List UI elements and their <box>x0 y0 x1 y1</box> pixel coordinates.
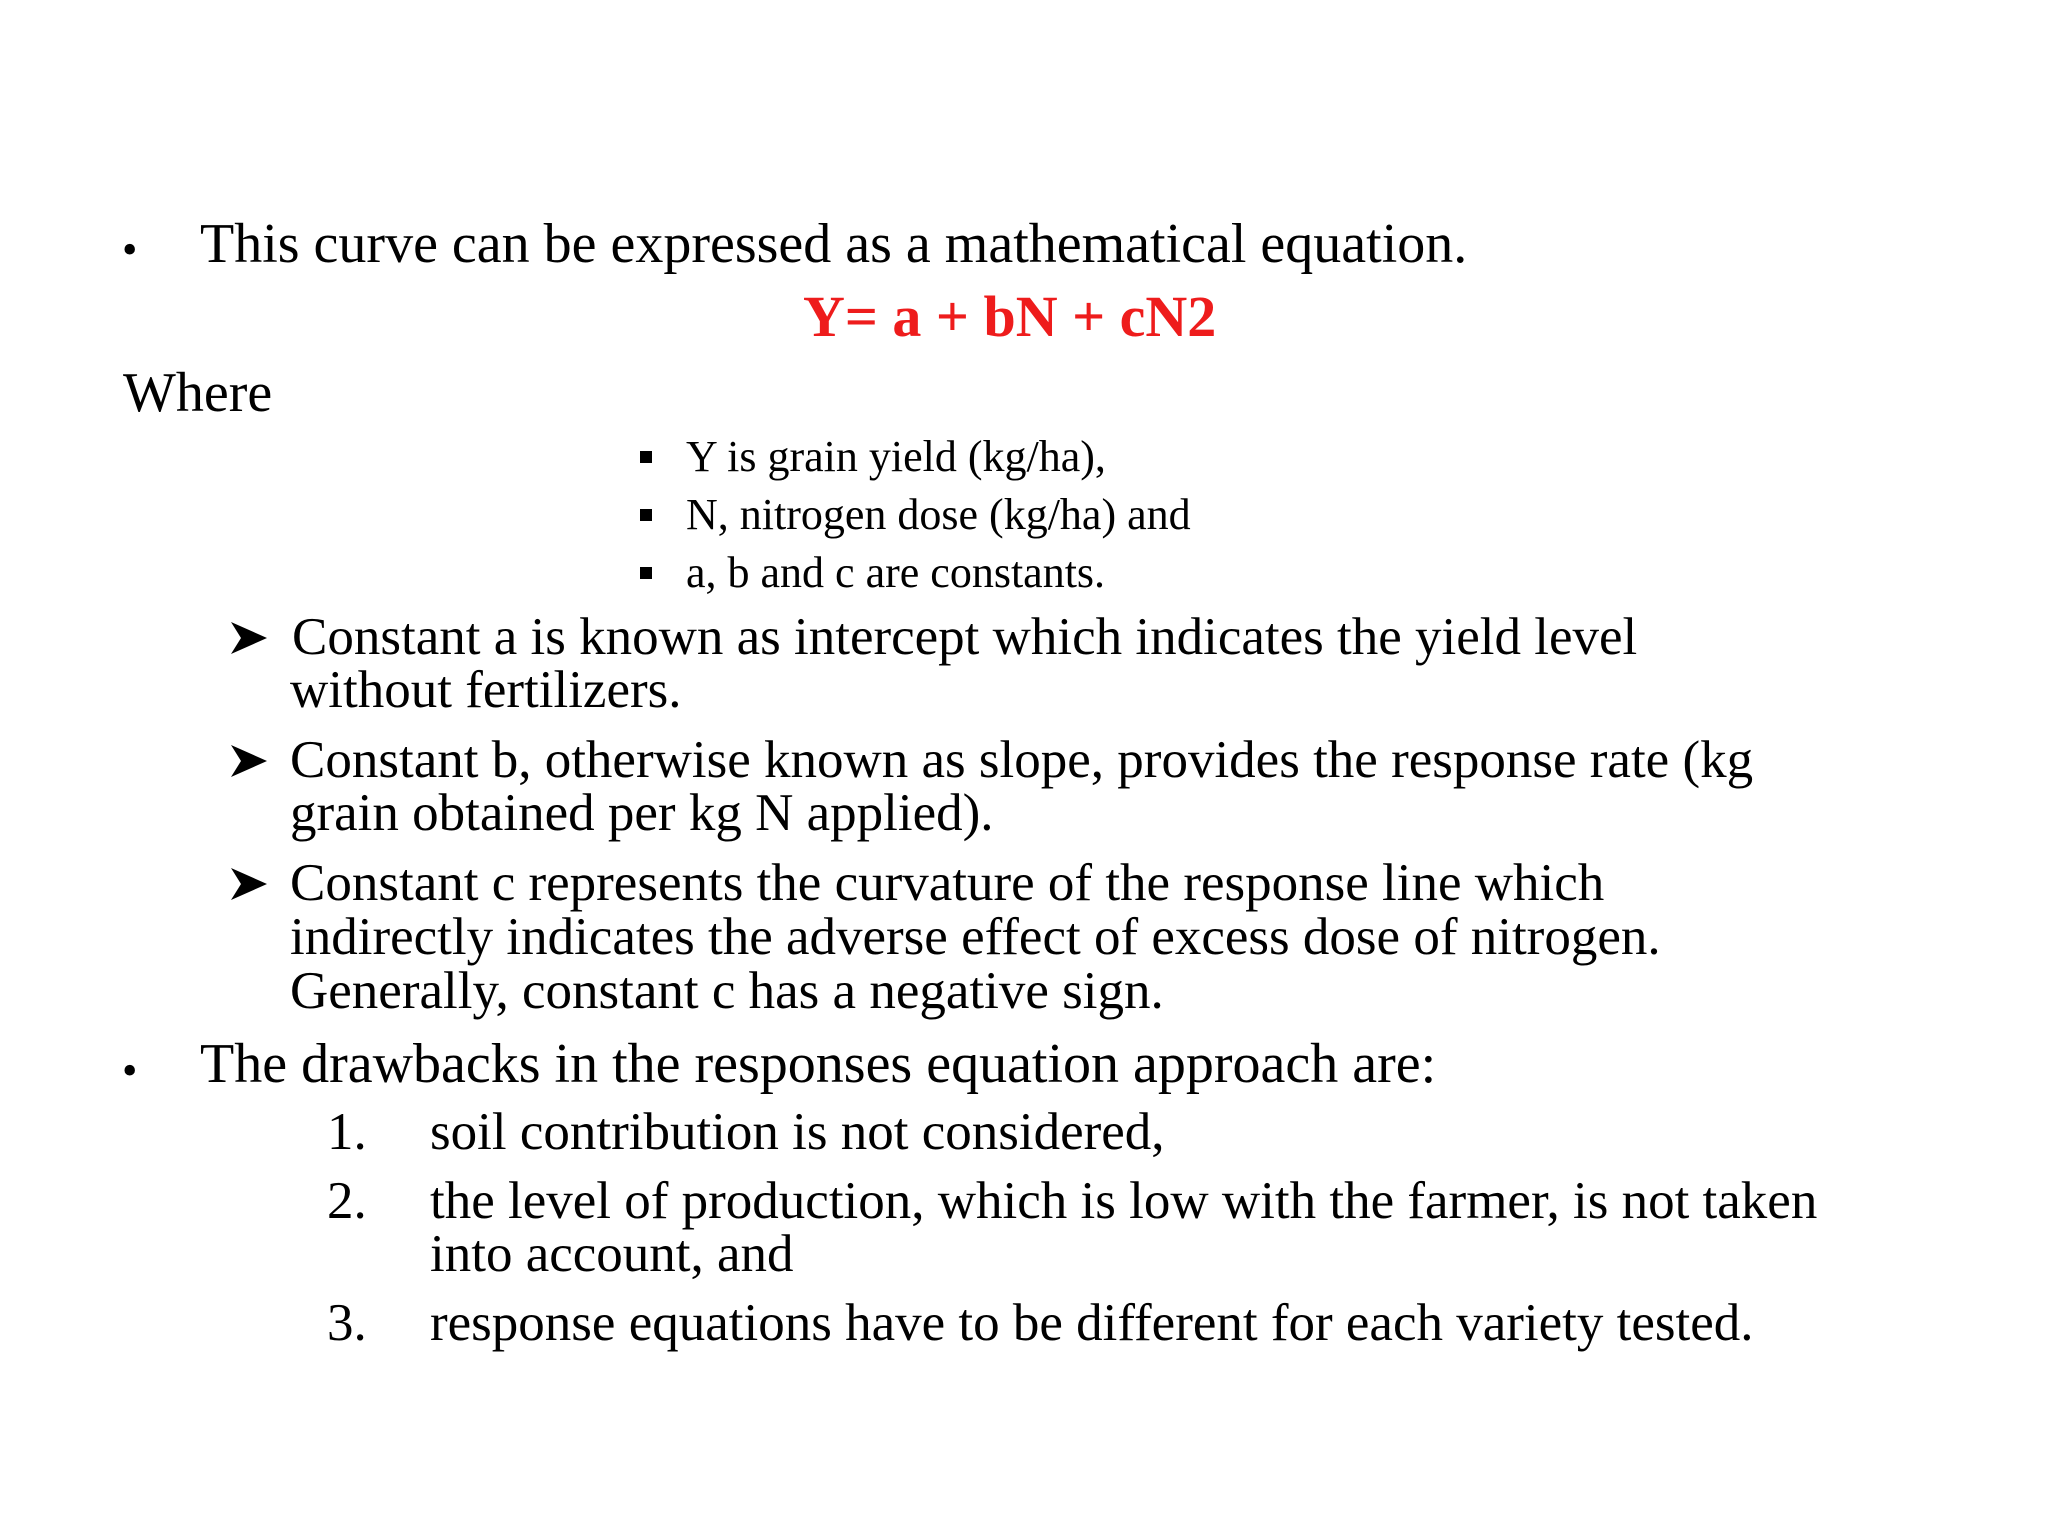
constant-b-line: grain obtained per kg N applied). <box>290 784 994 842</box>
drawback-item: into account, and <box>430 1225 794 1283</box>
constant-c-line: Generally, constant c has a negative sign. <box>290 962 1164 1020</box>
constant-b-line: Constant b, otherwise known as slope, provides the response rate (kg <box>290 731 1754 789</box>
item-number: 2. <box>327 1172 367 1230</box>
drawback-item: soil contribution is not considered, <box>430 1103 1165 1161</box>
definition-item: Y is grain yield (kg/ha), <box>686 432 1106 481</box>
drawbacks-heading: The drawbacks in the responses equation approach are: <box>200 1033 1437 1095</box>
where-label: Where <box>123 362 273 424</box>
drawback-item: response equations have to be different for each variety tested. <box>430 1294 1754 1352</box>
constant-a-line: without fertilizers. <box>290 661 682 719</box>
square-bullet-icon <box>640 451 652 463</box>
definition-item: N, nitrogen dose (kg/ha) and <box>686 490 1191 539</box>
square-bullet-icon <box>640 567 652 579</box>
constant-c-line: indirectly indicates the adverse effect of excess dose of nitrogen. <box>290 908 1661 966</box>
bullet-dot: • <box>122 1046 138 1095</box>
item-number: 3. <box>327 1294 367 1352</box>
square-bullet-icon <box>640 509 652 521</box>
equation: Y= a + bN + cN2 <box>803 284 1217 349</box>
constant-c-line: Constant c represents the curvature of the response line which <box>290 854 1605 912</box>
arrowhead-bullet-icon <box>229 618 269 658</box>
bullet-dot: • <box>122 225 138 274</box>
intro-text: This curve can be expressed as a mathematical equation. <box>200 213 1468 275</box>
constant-a-line: Constant a is known as intercept which indicates the yield level <box>292 608 1638 666</box>
item-number: 1. <box>327 1103 367 1161</box>
drawback-item: the level of production, which is low with the farmer, is not taken <box>430 1172 1818 1230</box>
definition-item: a, b and c are constants. <box>686 548 1106 597</box>
arrowhead-bullet-icon <box>229 741 269 781</box>
arrowhead-bullet-icon <box>229 864 269 904</box>
